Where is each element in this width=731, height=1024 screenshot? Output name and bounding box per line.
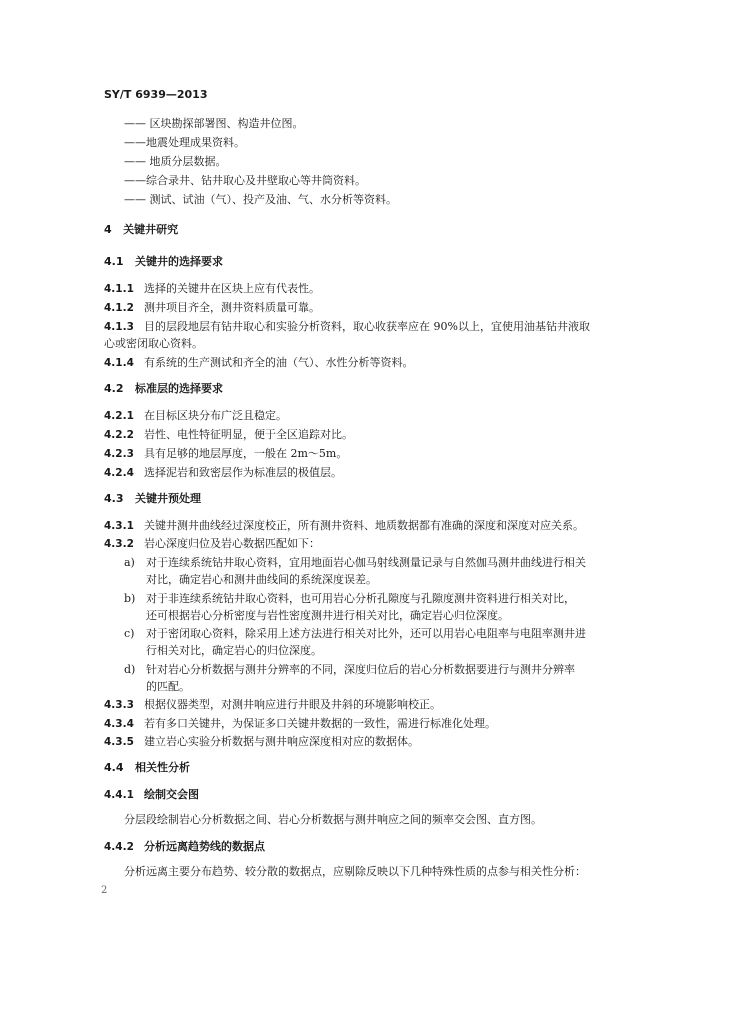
paragraph: 分层段绘制岩心分析数据之间、岩心分析数据与测井响应之间的频率交会图、直方图。 — [124, 813, 542, 826]
section-heading — [104, 492, 201, 505]
section-number: 4.2 — [104, 382, 124, 395]
clause — [104, 717, 496, 731]
section-heading — [104, 255, 223, 268]
list-item — [124, 556, 586, 569]
clause — [104, 356, 414, 370]
clause-text: 若有多口关键井，为保证多口关键井数据的一致性，需进行标准化处理。 — [144, 717, 496, 730]
clause-number: 4.2.3 — [104, 448, 134, 460]
section-number: 4.1 — [104, 255, 124, 268]
clause-number: 4.2.1 — [104, 410, 134, 422]
list-label: b) — [124, 592, 136, 605]
clause-number: 4.3.4 — [104, 718, 134, 730]
clause-text: 建立岩心实验分析数据与测井响应深度相对应的数据体。 — [144, 735, 419, 748]
clause-text: 岩性、电性特征明显，便于全区追踪对比。 — [144, 428, 353, 441]
list-item — [124, 627, 586, 640]
section-heading — [104, 761, 190, 774]
clause-number: 4.3.2 — [104, 538, 134, 550]
list-item — [124, 663, 575, 676]
section-number: 4.3 — [104, 492, 124, 505]
list-label: c) — [124, 627, 135, 640]
clause-text: 具有足够的地层厚度，一般在 2m～5m。 — [144, 447, 348, 460]
section-heading — [104, 382, 223, 395]
list-text: 对于连续系统钻井取心资料，宜用地面岩心伽马射线测量记录与自然伽马测井曲线进行相关 — [146, 556, 586, 569]
clause-text: 测井项目齐全，测井资料质量可靠。 — [144, 301, 320, 314]
clause-text: 选择泥岩和致密层作为标准层的极值层。 — [144, 466, 342, 479]
subsection-title: 绘制交会图 — [144, 788, 199, 801]
list-label: a) — [124, 556, 135, 569]
clause-text: 在目标区块分布广泛且稳定。 — [144, 409, 287, 422]
clause-text: 目的层段地层有钻井取心和实验分析资料，取心收获率应在 90%以上，宜使用油基钻井液取 — [144, 320, 590, 333]
list-item-continuation: 对比，确定岩心和测井曲线间的系统深度误差。 — [146, 573, 377, 586]
clause — [104, 320, 590, 334]
clause — [104, 409, 287, 423]
clause-number: 4.4.2 — [104, 841, 134, 853]
section-title: 标准层的选择要求 — [135, 382, 223, 395]
standard-code-header: SY/T 6939—2013 — [104, 88, 208, 101]
clause — [104, 466, 342, 480]
clause-text: 有系统的生产测试和齐全的油（气）、水性分析等资料。 — [144, 356, 414, 369]
list-text: 针对岩心分析数据与测井分辨率的不同，深度归位后的岩心分析数据要进行与测井分辨率 — [146, 663, 575, 676]
list-item-continuation: 还可根据岩心分析密度与岩性密度测井进行相关对比，确定岩心归位深度。 — [146, 609, 509, 622]
clause-number: 4.2.4 — [104, 467, 134, 479]
list-item: —— 地质分层数据。 — [124, 155, 227, 168]
clause-text: 根据仪器类型，对测井响应进行井眼及井斜的环境影响校正。 — [144, 698, 441, 711]
clause-number: 4.2.2 — [104, 429, 134, 441]
section-number: 4 — [104, 223, 112, 236]
clause — [104, 282, 320, 296]
clause-number: 4.4.1 — [104, 789, 134, 801]
section-title: 关键井预处理 — [135, 492, 201, 505]
clause-text: 岩心深度归位及岩心数据匹配如下： — [144, 537, 320, 550]
clause-number: 4.3.1 — [104, 520, 134, 532]
list-item: —— 测试、试油（气）、投产及油、气、水分析等资料。 — [124, 193, 397, 206]
paragraph: 分析远离主要分布趋势、较分散的数据点，应剔除反映以下几种特殊性质的点参与相关性分析： — [124, 865, 586, 878]
page-number: 2 — [101, 885, 108, 896]
clause-continuation: 心或密闭取心资料。 — [104, 337, 203, 350]
clause — [104, 301, 320, 315]
list-text: 对于非连续系统钻井取心资料，也可用岩心分析孔隙度与孔隙度测井资料进行相关对比， — [146, 592, 575, 605]
clause — [104, 698, 441, 712]
clause-text: 关键井测井曲线经过深度校正，所有测井资料、地质数据都有准确的深度和深度对应关系。 — [144, 519, 584, 532]
clause — [104, 428, 353, 442]
section-number: 4.4 — [104, 761, 124, 774]
list-item: ——综合录井、钻井取心及井壁取心等井筒资料。 — [124, 174, 366, 187]
list-text: 对于密闭取心资料，除采用上述方法进行相关对比外，还可以用岩心电阻率与电阻率测井进 — [146, 627, 586, 640]
clause-number: 4.1.3 — [104, 321, 134, 333]
section-title: 关键井研究 — [123, 223, 179, 236]
list-label: d) — [124, 663, 136, 676]
list-item — [124, 592, 575, 605]
clause — [104, 537, 320, 551]
section-heading — [104, 223, 178, 236]
section-title: 关键井的选择要求 — [135, 255, 223, 268]
subsection-heading — [104, 788, 199, 802]
clause — [104, 735, 419, 749]
clause — [104, 447, 347, 461]
list-item-continuation: 行相关对比，确定岩心的归位深度。 — [146, 644, 322, 657]
list-item: ——地震处理成果资料。 — [124, 136, 245, 149]
subsection-heading — [104, 840, 265, 854]
clause-number: 4.1.2 — [104, 302, 134, 314]
list-item-continuation: 的匹配。 — [146, 680, 190, 693]
clause-number: 4.1.4 — [104, 357, 134, 369]
subsection-title: 分析远离趋势线的数据点 — [144, 840, 265, 853]
clause-number: 4.3.5 — [104, 736, 134, 748]
list-item: —— 区块勘探部署图、构造井位图。 — [124, 117, 304, 130]
clause-number: 4.3.3 — [104, 699, 134, 711]
section-title: 相关性分析 — [135, 761, 190, 774]
clause — [104, 519, 584, 533]
clause-text: 选择的关键井在区块上应有代表性。 — [144, 282, 320, 295]
clause-number: 4.1.1 — [104, 283, 134, 295]
